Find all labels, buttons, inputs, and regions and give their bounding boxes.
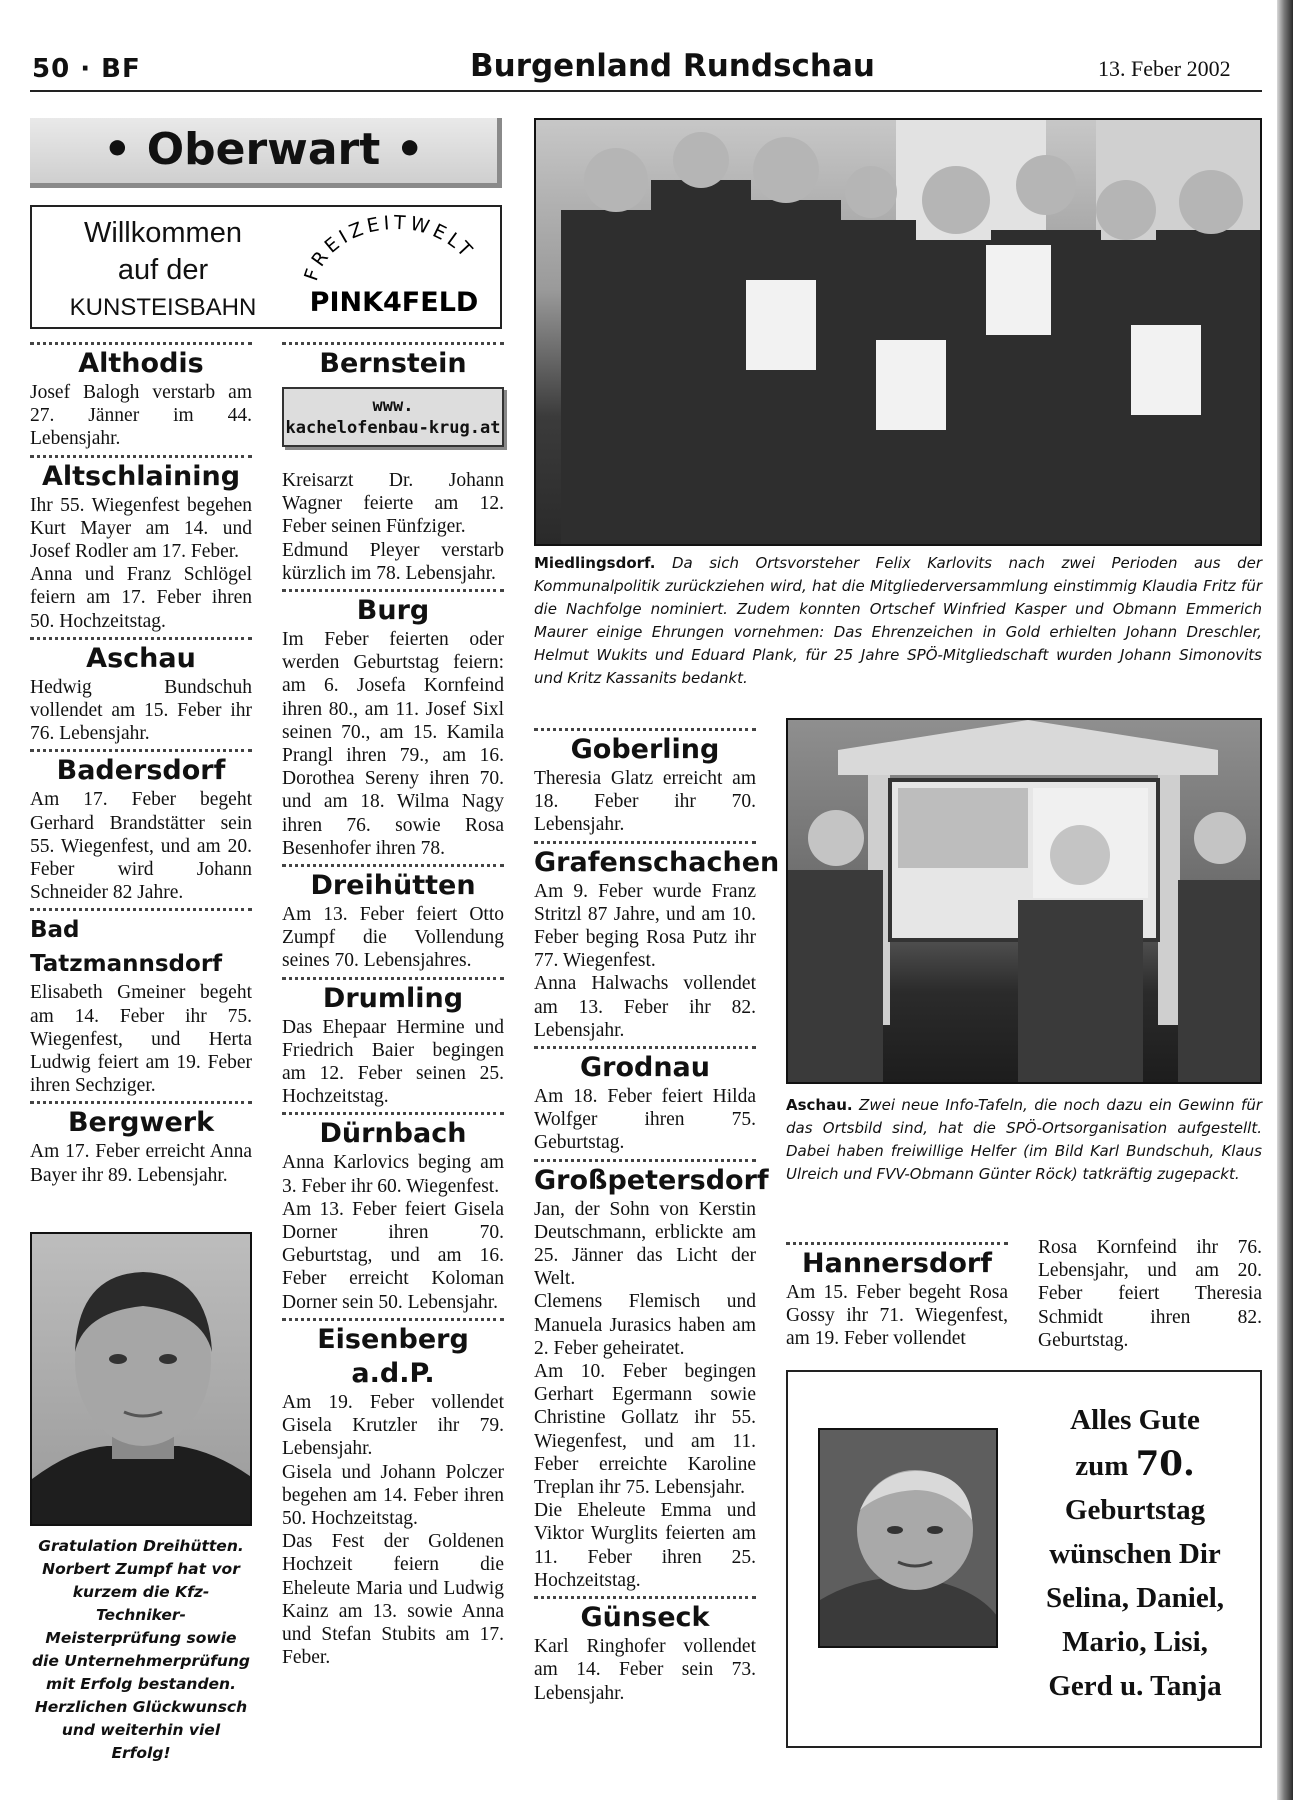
birthday-age: 70. (1135, 1444, 1195, 1484)
caption-text: Da sich Ortsvorsteher Felix Karlovits nach zwei Perioden aus der Kommunalpolitik zurückziehen wird, hat die Mitgliederversammlung einstimmig Klaudia Fritz für die Nachfolge nominiert. Zudem konnten Ortschef Winfried Kasper und Obmann Emmerich Maurer einige Ehrungen vornehmen: Das Ehrenzeichen in Gold erhielten Johann Dreschler, Helmut Wukits und Eduard Plank, für 25 Jahre SPÖ-Mitgliedschaft wurden Johann Simonovits und Kritz Kassanits bedankt. (534, 554, 1262, 687)
entry-text: Hedwig Bundschuh vollendet am 15. Feber ihr 76. Lebensjahr. (30, 676, 252, 745)
entry-duernbach (282, 1117, 504, 1313)
entry-altschlaining (30, 460, 252, 633)
entry-text: Ihr 55. Wiegenfest begehen Kurt Mayer am 14. und Josef Rodler am 17. Feber. Anna und Franz Schlögel feiern am 17. Feber ihren 50. Hochzeitstag. (30, 494, 252, 632)
entry-text: Karl Ringhofer vollendet am 14. Feber sein 73. Lebensjahr. (534, 1636, 756, 1704)
column-1 (30, 338, 252, 1187)
place-name: Günseck (580, 1602, 710, 1634)
caption-aschau (786, 1094, 1262, 1186)
caption-text: Zwei neue Info-Tafeln, die noch dazu ein Gewinn für das Ortsbild sind, hat die SPÖ-Ortsorganisation aufgestellt. Dabei haben freiwillige Helfer (im Bild Karl Bundschuh, Klaus Ulreich und FVV-Obmann Günter Röck) tatkräftig zugepackt. (786, 1096, 1262, 1183)
ad-text (48, 215, 278, 326)
entry-eisenberg (282, 1323, 504, 1669)
birthday-line-2: zum 70. (1075, 1444, 1195, 1484)
birthday-line-4: wünschen Dir (1049, 1538, 1221, 1570)
entry-text-continued: Rosa Kornfeind ihr 76. Lebensjahr, und am 20. Feber feiert Theresia Schmidt ihren 82. Geburtstag. (1038, 1237, 1262, 1351)
portrait-photo (30, 1232, 252, 1526)
entry-drumling (282, 982, 504, 1109)
newspaper-title: Burgenland Rundschau (470, 48, 875, 84)
place-name: Goberling (570, 734, 720, 765)
section-banner (30, 118, 502, 188)
birthday-line-6: Mario, Lisi, (1062, 1626, 1208, 1658)
kachelofenbau-ad (282, 387, 504, 447)
birthday-portrait (820, 1430, 998, 1648)
column-2 (282, 338, 504, 1669)
photo-aschau-info-board (786, 718, 1262, 1084)
freizeitwelt-logo (294, 213, 494, 323)
entry-text: Am 18. Feber feiert Hilda Wolfger ihren 75. Geburtstag. (534, 1086, 756, 1154)
birthday-line-3: Geburtstag (1064, 1494, 1206, 1526)
caption-lead: Aschau. (786, 1096, 853, 1114)
ad-www: www. (372, 396, 414, 416)
ad-line-3: KUNSTEISBAHN (69, 294, 257, 321)
entry-grodnau (534, 1051, 756, 1155)
place-name: Grafenschachen (534, 846, 780, 878)
entry-text: Am 15. Feber begeht Rosa Gossy ihr 71. Wiegenfest, am 19. Feber vollendet (786, 1282, 1008, 1350)
entry-text: Am 19. Feber vollendet Gisela Krutzler ihr 79. Lebensjahr. Gisela und Johann Polczer begehen am 14. Feber ihren 50. Hochzeitstag. Das Fest der Goldenen Hochzeit feiern die Eheleute Maria und Ludwig Kainz am 13. sowie Anna und Stefan Stubits am 17. Feber. (282, 1391, 504, 1669)
birthday-line-1: Alles Gute (1070, 1404, 1200, 1436)
ad-url: kachelofenbau-krug.at (285, 418, 501, 438)
group-photo-miedlingsdorf (534, 118, 1262, 546)
entry-grafenschachen (534, 846, 780, 1042)
section-title: • Oberwart • (103, 124, 424, 175)
ad-line-2: auf der (117, 254, 209, 286)
entry-text: Am 17. Feber begeht Gerhard Brandstätter sein 55. Wiegenfest, und am 20. Feber wird Johann Schneider 82 Jahre. (30, 789, 252, 904)
place-name-bernstein: Bernstein (319, 348, 467, 379)
place-name: Altschlaining (41, 460, 241, 492)
birthday-photo (818, 1428, 998, 1648)
place-name: Bergwerk (67, 1107, 215, 1139)
entry-text: Am 13. Feber feiert Otto Zumpf die Vollendung seines 70. Lebensjahres. (282, 904, 504, 972)
logo-name-text: PINK4FELD (309, 287, 479, 318)
place-name: Großpetersdorf (534, 1164, 769, 1196)
place-name: Grodnau (579, 1052, 711, 1084)
entry-bad-tatzmannsdorf (30, 913, 252, 1097)
entry-althodis (30, 347, 252, 451)
logo-arc-text: FREIZEITWELT (300, 213, 479, 284)
portrait-caption: Gratulation Dreihütten. Norbert Zumpf hat vor kurzem die Kfz-Techniker-Meisterprüfung sowie die Unternehmerprüfung mit Erfolg bestanden. Herzlichen Glückwunsch und weiterhin viel Erfolg! (31, 1537, 251, 1762)
place-name: Dreihütten (310, 870, 476, 902)
page-number: 50 · BF (32, 54, 141, 84)
birthday-line-7: Gerd u. Tanja (1048, 1670, 1222, 1702)
entry-goberling (534, 733, 756, 837)
entry-text: Elisabeth Gmeiner begeht am 14. Feber ihr 75. Wiegenfest, und Herta Ludwig feiert am 19. Feber ihren Sechziger. (30, 982, 252, 1097)
place-name: Drumling (322, 982, 464, 1014)
place-name: Bad Tatzmannsdorf (30, 917, 223, 978)
place-name: Eisenberg a.d.P. (317, 1323, 469, 1389)
entry-text: Im Feber feierten oder werden Geburtstag feiern: am 6. Josefa Kornfeind ihren 80., am 11. Josef Sixl seinen 70., am 15. Kamila Prangl ihren 79., am 16. Dorothea Sereny ihren 70. und am 18. Wilma Nagy ihren 76. sowie Rosa Besenhofer ihren 78. (282, 629, 504, 859)
place-name: Burg (356, 595, 430, 627)
place-name: Badersdorf (56, 755, 226, 787)
entry-guenseck (534, 1601, 756, 1705)
entry-text: Anna Karlovics beging am 3. Feber ihr 60. Wiegenfest. Am 13. Feber feiert Gisela Dorner ihren 70. Geburtstag, und am 16. Feber erreicht Koloman Dorner sein 50. Lebensjahr. (282, 1152, 504, 1313)
entry-bergwerk (30, 1106, 252, 1186)
scan-edge (1277, 0, 1293, 1800)
entry-text: Josef Balogh verstarb am 27. Jänner im 44. Lebensjahr. (30, 382, 252, 450)
place-name: Dürnbach (319, 1118, 467, 1150)
caption-miedlingsdorf (534, 552, 1262, 690)
entry-badersdorf (30, 754, 252, 904)
ice-rink-ad (30, 205, 502, 329)
birthday-greeting-box (786, 1370, 1262, 1748)
entry-hannersdorf (786, 1238, 1008, 1351)
ad-line-1: Willkommen (84, 217, 242, 249)
place-name: Hannersdorf (802, 1248, 992, 1279)
caption-lead: Miedlingsdorf. (534, 554, 656, 572)
group-figures (536, 120, 1262, 546)
entry-text: Am 17. Feber erreicht Anna Bayer ihr 89. Lebensjahr. (30, 1141, 252, 1186)
entry-dreihuetten (282, 869, 504, 973)
header-rule (30, 90, 1262, 92)
entry-text: Theresia Glatz erreicht am 18. Feber ihr 70. Lebensjahr. (534, 768, 756, 836)
entry-grosspetersdorf (534, 1164, 769, 1592)
column-3 (534, 724, 780, 1705)
entry-text: Am 9. Feber wurde Franz Stritzl 87 Jahre, und am 10. Feber beging Rosa Putz ihr 77. Wiegenfest. Anna Halwachs vollendet am 13. Feber ihr 82. Lebensjahr. (534, 880, 756, 1041)
entry-burg (282, 594, 504, 860)
entry-text: Das Ehepaar Hermine und Friedrich Baier begingen am 12. Feber seinen 25. Hochzeitstag. (282, 1016, 504, 1108)
birthday-message (1020, 1398, 1250, 1708)
place-name: Althodis (78, 348, 204, 379)
entry-aschau (30, 642, 252, 746)
entry-text: Kreisarzt Dr. Johann Wagner feierte am 12. Feber seinen Fünfziger. Edmund Pleyer verstarb kürzlich im 78. Lebensjahr. (282, 470, 504, 584)
info-board-scene (788, 720, 1262, 1084)
entry-text: Jan, der Sohn von Kerstin Deutschmann, erblickte am 25. Jänner das Licht der Welt. Clemens Flemisch und Manuela Jurasics haben am 2. Feber geheiratet. Am 10. Feber begingen Gerhart Egermann sowie Christine Gollatz ihr 55. Wiegenfest, und am 11. Feber erreichte Karoline Treplan ihr 75. Lebensjahr. Die Eheleute Emma und Viktor Wurglits feierten am 11. Feber ihren 25. Hochzeitstag. (534, 1198, 756, 1591)
birthday-line-5: Selina, Daniel, (1045, 1582, 1225, 1614)
place-name: Aschau (86, 642, 196, 674)
portrait-figure (32, 1234, 252, 1526)
issue-date: 13. Feber 2002 (1098, 56, 1231, 81)
